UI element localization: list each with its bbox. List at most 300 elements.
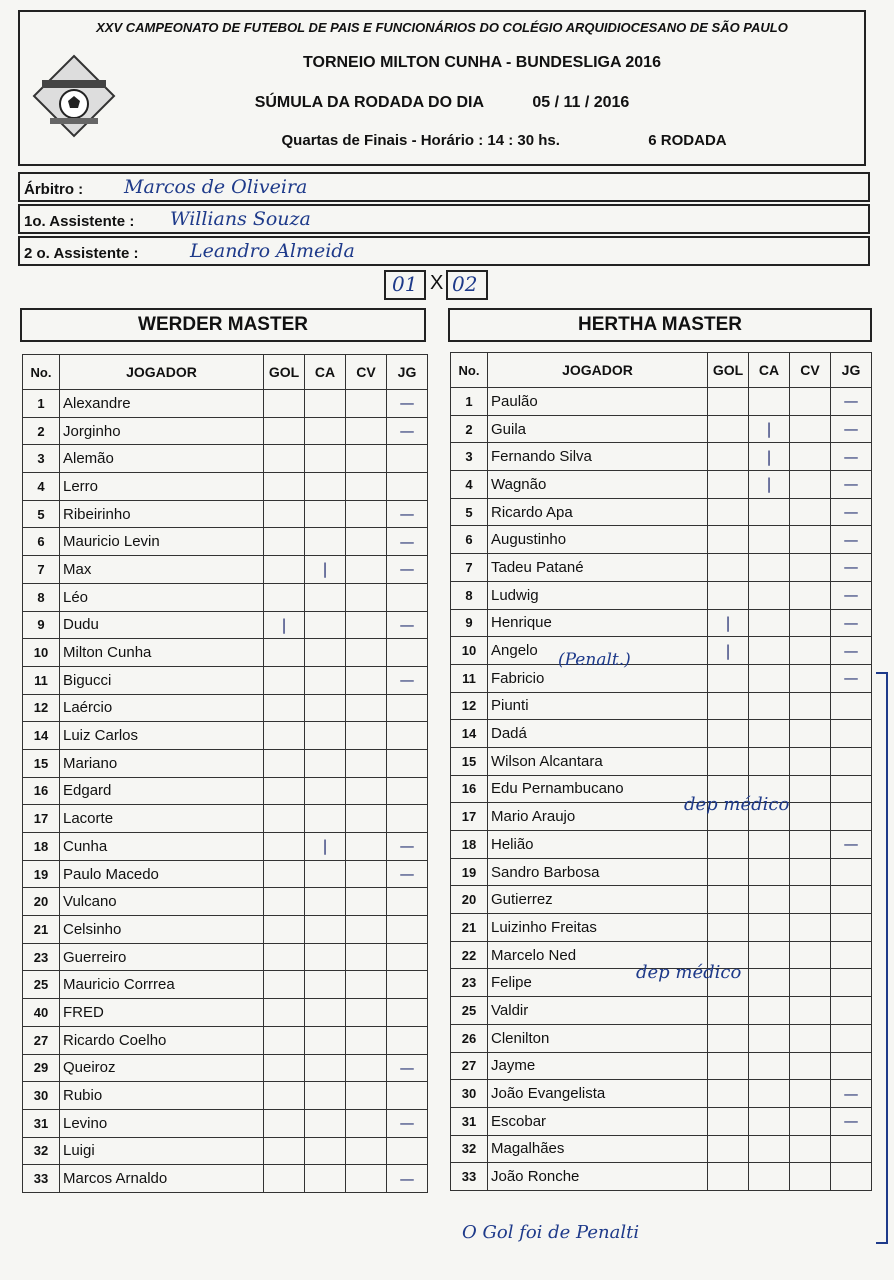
cv-cell [790, 1135, 831, 1163]
player-number-value: 20 [461, 892, 477, 908]
col-ca: CA [749, 353, 790, 388]
player-name-value: Mauricio Corrrea [63, 976, 175, 994]
player-name [488, 581, 708, 609]
cv-cell [790, 581, 831, 609]
player-number-value: 12 [33, 700, 49, 716]
player-number-value: 5 [465, 504, 473, 520]
ca-cell [305, 583, 346, 611]
cv-cell [790, 1024, 831, 1052]
table-row [23, 1109, 428, 1137]
player-number [451, 1080, 488, 1108]
player-number-value: 21 [461, 919, 477, 935]
jg-cell [831, 803, 872, 831]
player-name-value: Dadá [491, 725, 527, 743]
player-name-value: Max [63, 560, 92, 578]
cv-cell [790, 720, 831, 748]
player-number [451, 415, 488, 443]
player-number [23, 805, 60, 833]
player-name-value: Ricardo Apa [491, 503, 573, 521]
jg-cell-value: — [843, 641, 859, 660]
player-name-value: Magalhães [491, 1140, 565, 1158]
ca-cell [749, 747, 790, 775]
gol-cell [708, 1024, 749, 1052]
jg-cell [387, 999, 428, 1027]
gol-cell [708, 637, 749, 665]
player-number-value: 17 [33, 811, 49, 827]
player-number [23, 1054, 60, 1082]
player-name-value: Ricardo Coelho [63, 1031, 167, 1049]
tournament-title: TORNEIO MILTON CUNHA - BUNDESLIGA 2016 [303, 54, 661, 71]
player-number [451, 1107, 488, 1135]
ca-cell [305, 390, 346, 418]
jg-cell-value: — [843, 835, 859, 854]
ca-cell [305, 971, 346, 999]
player-name [488, 609, 708, 637]
gol-cell [264, 943, 305, 971]
ca-cell [749, 554, 790, 582]
player-number-value: 11 [462, 670, 476, 686]
gol-cell [708, 720, 749, 748]
player-name [60, 528, 264, 556]
gol-cell [708, 664, 749, 692]
col-jg: JG [387, 355, 428, 390]
player-name-value: Mario Araujo [491, 808, 576, 826]
player-number [23, 971, 60, 999]
player-number-value: 27 [33, 1032, 49, 1048]
player-number-value: 10 [461, 643, 477, 659]
player-name [60, 777, 264, 805]
jg-cell-value: — [843, 447, 859, 466]
player-name-value: Guila [491, 420, 527, 438]
player-number-value: 40 [33, 1004, 49, 1020]
table-row [23, 722, 428, 750]
player-name [488, 720, 708, 748]
col-player: JOGADOR [488, 353, 708, 388]
jg-cell-value: — [843, 669, 859, 688]
gol-cell [708, 997, 749, 1025]
player-number-value: 15 [461, 753, 477, 769]
cv-cell [346, 833, 387, 861]
ca-cell-value: | [766, 475, 772, 494]
player-number-value: 33 [33, 1171, 49, 1187]
gol-cell [264, 500, 305, 528]
gol-cell-value: | [725, 613, 731, 632]
col-no: No. [451, 353, 488, 388]
header-box [18, 10, 866, 166]
jg-cell [831, 997, 872, 1025]
player-name-value: Vulcano [63, 893, 117, 911]
jg-cell-value: — [843, 1084, 859, 1103]
cv-cell [790, 886, 831, 914]
player-number [451, 471, 488, 499]
table-row [451, 1080, 872, 1108]
ca-cell [305, 611, 346, 639]
player-name-value: Tadeu Patané [491, 558, 584, 576]
cv-cell [346, 500, 387, 528]
gol-cell [708, 554, 749, 582]
player-number [451, 997, 488, 1025]
cv-cell [346, 888, 387, 916]
cv-cell [790, 1107, 831, 1135]
cv-cell [790, 443, 831, 471]
player-name-value: Ribeirinho [63, 505, 131, 523]
jg-cell [831, 1163, 872, 1191]
gol-cell [708, 886, 749, 914]
ca-cell [749, 720, 790, 748]
gol-cell [708, 914, 749, 942]
cv-cell [790, 1080, 831, 1108]
table-row [23, 971, 428, 999]
jg-cell [831, 914, 872, 942]
jg-cell [387, 1054, 428, 1082]
player-number [451, 775, 488, 803]
cv-cell [346, 860, 387, 888]
player-number [451, 692, 488, 720]
cv-cell [346, 943, 387, 971]
assistant1-name: Willians Souza [170, 208, 311, 230]
jg-cell-value: — [399, 560, 415, 579]
player-name-value: Helião [491, 835, 534, 853]
jg-cell [387, 749, 428, 777]
player-name [488, 415, 708, 443]
gol-cell [708, 471, 749, 499]
cv-cell [346, 473, 387, 501]
cv-cell [346, 556, 387, 584]
ca-cell-value: | [766, 447, 772, 466]
player-name-value: Guerreiro [63, 948, 127, 966]
jg-cell [831, 692, 872, 720]
player-number [23, 639, 60, 667]
player-name [488, 471, 708, 499]
table-row [23, 583, 428, 611]
player-name-value: Augustinho [491, 531, 567, 549]
jg-cell-value: — [843, 503, 859, 522]
player-name [488, 997, 708, 1025]
jg-cell [831, 443, 872, 471]
player-number-value: 18 [33, 838, 49, 854]
table-row [23, 666, 428, 694]
player-number-value: 1 [37, 395, 45, 411]
gol-cell [264, 722, 305, 750]
assistant1-row [18, 204, 870, 234]
ca-cell [305, 999, 346, 1027]
table-row [23, 390, 428, 418]
player-number-value: 3 [37, 451, 45, 467]
gol-cell [264, 1026, 305, 1054]
player-number-value: 2 [37, 423, 45, 439]
gol-cell [264, 390, 305, 418]
table-row [23, 528, 428, 556]
table-row [451, 692, 872, 720]
player-number-value: 14 [33, 728, 49, 744]
cv-cell [346, 805, 387, 833]
player-name-value: Paulão [491, 392, 538, 410]
jg-cell [831, 581, 872, 609]
player-name [60, 500, 264, 528]
player-name [488, 803, 708, 831]
player-number-value: 31 [461, 1113, 477, 1129]
ca-cell [749, 637, 790, 665]
home-roster-table [22, 354, 428, 1193]
gol-cell [708, 1052, 749, 1080]
player-name [60, 666, 264, 694]
gol-cell [264, 639, 305, 667]
jg-cell [831, 415, 872, 443]
jg-cell-value: — [399, 505, 415, 524]
player-name-value: Henrique [491, 614, 552, 632]
cv-cell [346, 1054, 387, 1082]
jg-cell [831, 941, 872, 969]
table-row [23, 556, 428, 584]
player-number-value: 6 [37, 534, 45, 550]
player-name [60, 1165, 264, 1193]
table-row [23, 943, 428, 971]
ca-cell [305, 888, 346, 916]
table-row [451, 1163, 872, 1191]
ca-cell [749, 415, 790, 443]
player-number [451, 1135, 488, 1163]
table-row [451, 831, 872, 859]
player-name-value: Angelo [491, 642, 538, 660]
ca-cell [305, 666, 346, 694]
ca-cell-value: | [322, 837, 328, 856]
ca-cell [305, 749, 346, 777]
player-name-value: Piunti [491, 697, 529, 715]
player-number-value: 10 [33, 645, 49, 661]
jg-cell [387, 1082, 428, 1110]
ca-cell [305, 722, 346, 750]
gol-cell [708, 1107, 749, 1135]
player-name [60, 971, 264, 999]
player-name-value: Lacorte [63, 810, 114, 828]
player-number-value: 8 [37, 589, 45, 605]
player-number [23, 1137, 60, 1165]
cv-cell [346, 583, 387, 611]
ca-cell [749, 609, 790, 637]
player-name-value: Levino [63, 1114, 108, 1132]
jg-cell [387, 473, 428, 501]
ca-cell [749, 1135, 790, 1163]
away-score: 02 [452, 272, 478, 296]
jg-cell [387, 1137, 428, 1165]
gol-cell [264, 1109, 305, 1137]
ca-cell [749, 886, 790, 914]
player-number-value: 21 [33, 921, 49, 937]
gol-cell [708, 858, 749, 886]
player-name-value: Clenilton [491, 1029, 550, 1047]
player-number [23, 390, 60, 418]
player-name [60, 390, 264, 418]
ca-cell [305, 445, 346, 473]
away-team-name: HERTHA MASTER [448, 308, 872, 342]
jg-cell [387, 1026, 428, 1054]
gol-cell [264, 1082, 305, 1110]
table-row [451, 388, 872, 416]
jg-cell [831, 1135, 872, 1163]
jg-cell-value: — [843, 613, 859, 632]
table-row [23, 749, 428, 777]
player-number [451, 443, 488, 471]
jg-cell [831, 1107, 872, 1135]
table-row [451, 554, 872, 582]
jg-cell [387, 666, 428, 694]
player-number-value: 2 [465, 421, 473, 437]
jg-cell [831, 664, 872, 692]
player-name-value: Queiroz [63, 1059, 116, 1077]
col-player: JOGADOR [60, 355, 264, 390]
gol-cell [264, 611, 305, 639]
jg-cell [387, 1165, 428, 1193]
jg-cell-value: — [399, 1058, 415, 1077]
ca-cell [305, 1082, 346, 1110]
cv-cell [790, 858, 831, 886]
jg-cell [387, 500, 428, 528]
player-name [60, 805, 264, 833]
jg-cell-value: — [843, 420, 859, 439]
player-name [60, 1109, 264, 1137]
phase: Quartas de Finais [281, 132, 408, 149]
ca-cell [749, 1163, 790, 1191]
ca-cell [749, 831, 790, 859]
jg-cell-value: — [399, 422, 415, 441]
cv-cell [790, 1163, 831, 1191]
player-name-value: Edgard [63, 782, 112, 800]
gol-cell [264, 971, 305, 999]
table-row [23, 1137, 428, 1165]
player-number-value: 25 [461, 1002, 477, 1018]
player-name-value: Jayme [491, 1057, 536, 1075]
player-number [23, 445, 60, 473]
match-time: 14 : 30 hs. [487, 132, 560, 149]
jg-cell [387, 639, 428, 667]
player-number [23, 1165, 60, 1193]
gol-cell [264, 1054, 305, 1082]
table-row [23, 473, 428, 501]
cv-cell [790, 471, 831, 499]
player-name-value: Wilson Alcantara [491, 752, 603, 770]
jg-cell [387, 611, 428, 639]
gol-cell [264, 1165, 305, 1193]
player-number-value: 6 [465, 532, 473, 548]
gol-cell [708, 831, 749, 859]
player-number [451, 720, 488, 748]
jg-cell [387, 528, 428, 556]
gol-cell [264, 860, 305, 888]
jg-cell [831, 886, 872, 914]
player-number-value: 30 [461, 1086, 477, 1102]
col-gol: GOL [708, 353, 749, 388]
player-number-value: 8 [465, 587, 473, 603]
ca-cell-value: | [322, 560, 328, 579]
sumula-label: SÚMULA DA RODADA DO DIA [254, 94, 484, 111]
table-row [451, 997, 872, 1025]
player-name-value: Sandro Barbosa [491, 863, 600, 881]
ca-cell [305, 943, 346, 971]
gol-cell [264, 749, 305, 777]
jg-cell [387, 777, 428, 805]
player-name [488, 1052, 708, 1080]
table-row [451, 415, 872, 443]
player-name-value: Fernando Silva [491, 448, 592, 466]
jg-cell-value: — [843, 475, 859, 494]
player-name-value: Escobar [491, 1112, 547, 1130]
ca-cell [305, 556, 346, 584]
bracket-mark [876, 672, 888, 1244]
cv-cell [346, 639, 387, 667]
player-number-value: 4 [37, 478, 45, 494]
player-number-value: 29 [33, 1060, 49, 1076]
player-number [23, 611, 60, 639]
player-number [23, 1026, 60, 1054]
player-number-value: 1 [465, 393, 473, 409]
gol-cell [708, 443, 749, 471]
cv-cell [346, 417, 387, 445]
gol-cell [264, 528, 305, 556]
jg-cell-value: — [843, 530, 859, 549]
player-number [451, 803, 488, 831]
player-number-value: 3 [465, 449, 473, 465]
jg-cell [387, 1109, 428, 1137]
jg-cell-value: — [399, 865, 415, 884]
player-name [60, 1082, 264, 1110]
player-name [488, 858, 708, 886]
player-name [488, 692, 708, 720]
assistant2-label: 2 o. Assistente : [24, 245, 139, 262]
ca-cell [305, 860, 346, 888]
table-row [451, 609, 872, 637]
round: 6 RODADA [648, 132, 727, 149]
ca-cell [305, 1165, 346, 1193]
player-number [451, 969, 488, 997]
gol-cell [264, 833, 305, 861]
table-row [451, 775, 872, 803]
gol-cell [264, 666, 305, 694]
table-row [23, 1165, 428, 1193]
player-number [23, 500, 60, 528]
championship-title: XXV CAMPEONATO DE FUTEBOL DE PAIS E FUNCIONÁRIOS DO COLÉGIO ARQUIDIOCESANO DE SÃO PAULO [96, 20, 788, 35]
player-number [23, 694, 60, 722]
player-number [451, 526, 488, 554]
player-number-value: 11 [34, 672, 48, 688]
player-name-value: Lerro [63, 477, 99, 495]
cv-cell [346, 1026, 387, 1054]
table-row [23, 888, 428, 916]
player-name [60, 1137, 264, 1165]
ca-cell [305, 473, 346, 501]
table-row [451, 803, 872, 831]
player-number-value: 32 [461, 1141, 477, 1157]
cv-cell [346, 971, 387, 999]
table-row [451, 1135, 872, 1163]
player-name [60, 1026, 264, 1054]
player-number-value: 17 [461, 809, 477, 825]
gol-cell [264, 583, 305, 611]
medical-note-2: dep médico [636, 962, 742, 983]
gol-cell [264, 445, 305, 473]
phase-line [20, 132, 864, 149]
player-name-value: Edu Pernambucano [491, 780, 624, 798]
player-name [488, 1135, 708, 1163]
table-row [451, 747, 872, 775]
match-date: 05 / 11 / 2016 [532, 94, 630, 111]
player-name-value: Valdir [491, 1001, 529, 1019]
jg-cell-value: — [843, 392, 859, 411]
player-name [488, 498, 708, 526]
cv-cell [790, 664, 831, 692]
ca-cell [305, 1054, 346, 1082]
col-ca: CA [305, 355, 346, 390]
player-number [23, 583, 60, 611]
